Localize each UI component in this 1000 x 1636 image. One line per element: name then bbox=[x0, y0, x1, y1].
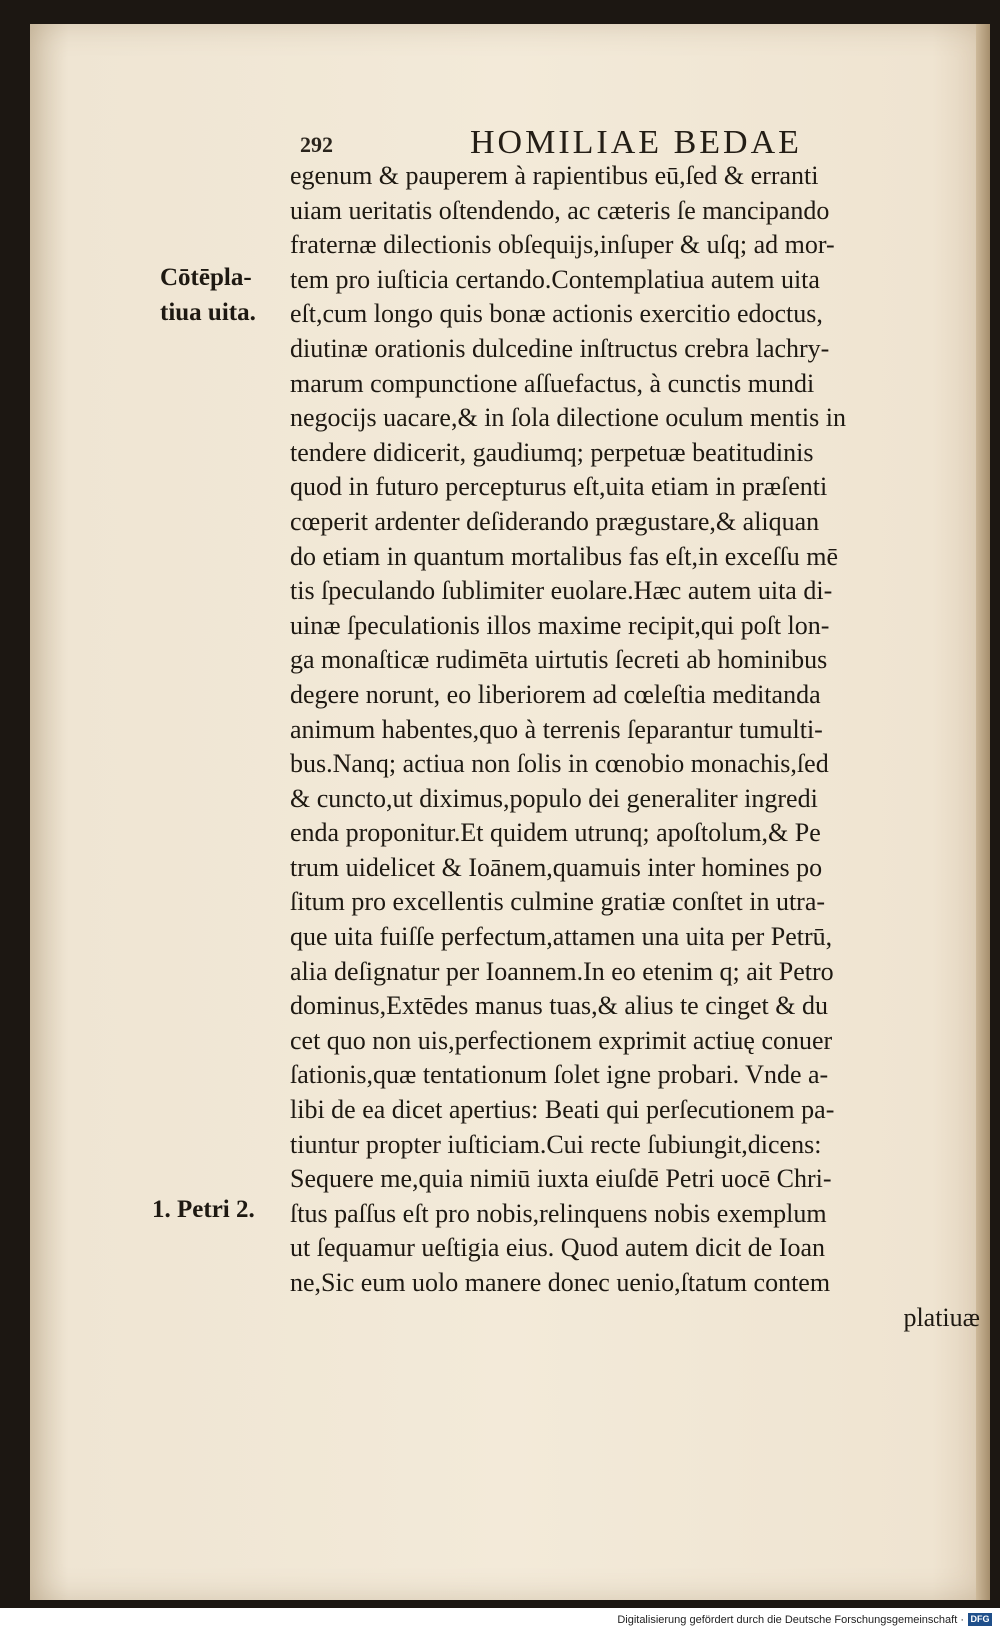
margin-note-contemplativa: Cōtēpla- bbox=[160, 264, 252, 291]
text-line: alia deſignatur per Ioannem.In eo etenim q; ait Petro bbox=[290, 956, 834, 986]
text-line: tem pro iuſticia certando.Contemplatiua autem uita bbox=[290, 264, 820, 294]
text-line: negocijs uacare,& in ſola dilectione oculum mentis in bbox=[290, 403, 846, 433]
margin-note-uita: tiua uita. bbox=[160, 299, 256, 326]
text-line: do etiam in quantum mortalibus fas eſt,in exceſſu mē bbox=[290, 541, 839, 571]
text-line: fraternæ dilectionis obſequijs,inſuper & uſq; ad mor- bbox=[290, 230, 835, 260]
text-line: degere norunt, eo liberiorem ad cœleſtia meditanda bbox=[290, 679, 821, 709]
text-line: tiuntur propter iuſticiam.Cui recte ſubiungit,dicens: bbox=[290, 1129, 822, 1159]
text-line: cœperit ardenter deſiderando prægustare,& aliquan bbox=[290, 506, 820, 536]
text-line: ga monaſticæ rudimēta uirtutis ſecreti ab hominibus bbox=[290, 645, 828, 675]
dfg-logo: DFG bbox=[968, 1613, 992, 1626]
text-line: diutinæ orationis dulcedine inſtructus crebra lachry- bbox=[290, 333, 830, 363]
text-line: ſationis,quæ tentationum ſolet igne probari. Vnde a- bbox=[290, 1060, 829, 1090]
text-line: Sequere me,quia nimiū iuxta eiuſdē Petri uocē Chri- bbox=[290, 1164, 832, 1194]
text-line: ut ſequamur ueſtigia eius. Quod autem dicit de Ioan bbox=[290, 1233, 826, 1263]
text-line: ne,Sic eum uolo manere donec uenio,ſtatum contem bbox=[290, 1268, 831, 1297]
text-line: quod in futuro percepturus eſt,uita etiam in præſenti bbox=[290, 472, 828, 502]
text-line: cet quo non uis,perfectionem exprimit actiuę conuer bbox=[290, 1025, 833, 1055]
text-line: uiam ueritatis oſtendendo, ac cæteris ſe mancipando bbox=[290, 195, 830, 225]
text-line: animum habentes,quo à terrenis ſeparantur tumulti- bbox=[290, 714, 823, 744]
text-line: uinæ ſpeculationis illos maxime recipit,qui poſt lon- bbox=[290, 610, 830, 640]
text-line: tis ſpeculando ſublimiter euolare.Hæc autem uita di- bbox=[290, 576, 833, 606]
text-line: ſtus paſſus eſt pro nobis,relinquens nobis exemplum bbox=[290, 1198, 827, 1228]
book-page bbox=[30, 24, 990, 1600]
text-line: enda proponitur.Et quidem utrunq; apoſtolum,& Pe bbox=[290, 818, 821, 848]
text-line: trum uidelicet & Ioānem,quamuis inter homines po bbox=[290, 852, 823, 882]
text-line: eſt,cum longo quis bonæ actionis exercitio edoctus, bbox=[290, 299, 823, 329]
text-line: dominus,Extēdes manus tuas,& alius te cinget & du bbox=[290, 991, 828, 1021]
text-line: egenum & pauperem à rapientibus eū,ſed & erranti bbox=[290, 161, 819, 190]
text-line: libi de ea dicet apertius: Beati qui perſecutionem pa- bbox=[290, 1095, 835, 1125]
running-title: HOMILIAE BEDAE bbox=[470, 124, 802, 161]
text-line: marum compunctione aſſuefactus, à cunctis mundi bbox=[290, 368, 815, 398]
body-text bbox=[290, 159, 990, 1335]
footer-credit: Digitalisierung gefördert durch die Deutsche Forschungsgemeinschaft · bbox=[617, 1614, 964, 1626]
text-line: tendere didicerit, gaudiumq; perpetuæ beatitudinis bbox=[290, 437, 814, 467]
running-head bbox=[30, 98, 990, 161]
page-number: 292 bbox=[300, 132, 333, 157]
text-line: que uita fuiſſe perfectum,attamen una uita per Petrū, bbox=[290, 922, 833, 952]
text-line: ſitum pro excellentis culmine gratiæ conſtet in utra- bbox=[290, 887, 826, 917]
text-line: & cuncto,ut diximus,populo dei generaliter ingredi bbox=[290, 783, 818, 813]
catchword: platiuæ bbox=[903, 1302, 980, 1332]
margin-note-petri: 1. Petri 2. bbox=[152, 1196, 255, 1223]
text-line: bus.Nanq; actiua non ſolis in cœnobio monachis,ſed bbox=[290, 749, 829, 779]
